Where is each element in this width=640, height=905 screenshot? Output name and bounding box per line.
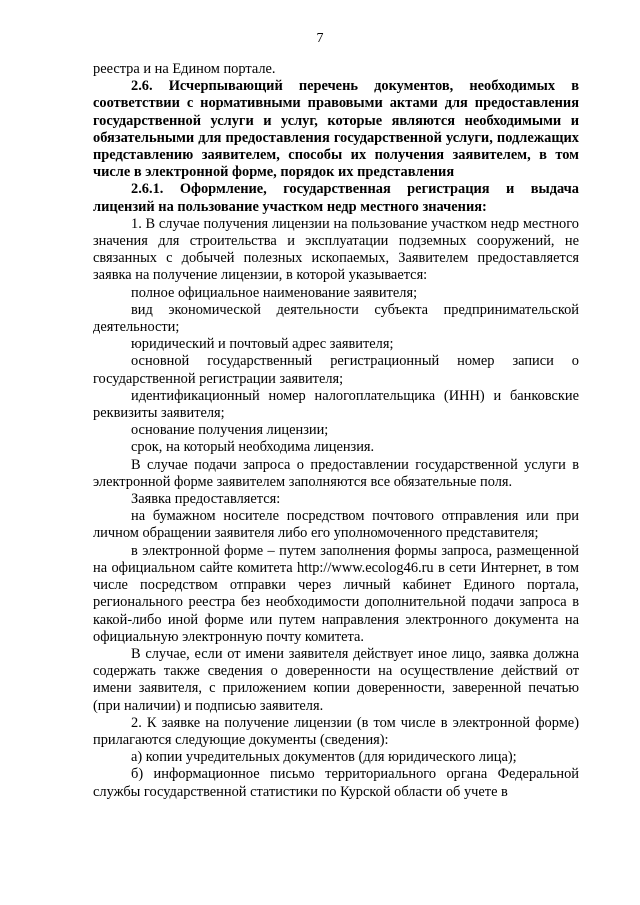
paragraph: В случае, если от имени заявителя действует иное лицо, заявка должна содержать также сведения о доверенности на осуществление действий от имени заявителя, с приложением копии доверенности, заверенной печатью (при наличии) и подписью заявителя.: [93, 645, 579, 714]
paragraph-item-1: 1. В случае получения лицензии на пользование участком недр местного значения для строительства и эксплуатации подземных сооружений, не связанных с добычей полезных ископаемых, Заявителем предоставляется заявка на получение лицензии, в которой указывается:: [93, 215, 579, 284]
document-body: [93, 61, 579, 801]
paragraph-continuation: реестра и на Едином портале.: [93, 61, 276, 77]
list-item: основание получения лицензии;: [131, 422, 329, 439]
paragraph: В случае подачи запроса о предоставлении государственной услуги в электронной форме заявителем заполняются все обязательные поля.: [93, 456, 579, 490]
list-item: полное официальное наименование заявителя;: [131, 284, 418, 301]
list-item: срок, на который необходима лицензия.: [131, 439, 375, 456]
section-heading-2-6: 2.6. Исчерпывающий перечень документов, необходимых в соответствии с нормативными правовыми актами для предоставления государственной услуги и услуг, которые являются необходимыми и обязательными для предоставления государственной услуги, подлежащих представлению заявителем, способы их получения заявителем, в том числе в электронной форме, порядок их представления: [93, 78, 579, 181]
page-number: 7: [316, 31, 324, 46]
list-item: основной государственный регистрационный номер записи о государственной регистрации заявителя;: [93, 353, 579, 387]
list-item: идентификационный номер налогоплательщика (ИНН) и банковские реквизиты заявителя;: [93, 387, 579, 422]
list-item: на бумажном носителе посредством почтового отправления или при личном обращении заявителя либо его уполномоченного представителя;: [93, 508, 579, 542]
paragraph: Заявка предоставляется:: [131, 491, 281, 508]
list-item: в электронной форме – путем заполнения формы запроса, размещенной на официальном сайте комитета http://www.ecolog46.ru в сети Интернет, в том числе посредством отправки через личный кабинет Единого портала, регионального реестра без необходимости дополнительной подачи запроса в какой-либо иной форме или путем направления электронного документа на официальную электронную почту комитета.: [93, 542, 579, 645]
list-item: вид экономической деятельности субъекта предпринимательской деятельности;: [93, 301, 579, 336]
paragraph-item-2: 2. К заявке на получение лицензии (в том числе в электронной форме) прилагаются следующие документы (сведения):: [93, 714, 579, 748]
list-item: а) копии учредительных документов (для юридического лица);: [131, 749, 517, 766]
list-item: юридический и почтовый адрес заявителя;: [131, 336, 394, 353]
subsection-heading-2-6-1: 2.6.1. Оформление, государственная регистрация и выдача лицензий на пользование участком недр местного значения:: [93, 181, 579, 215]
list-item: б) информационное письмо территориального органа Федеральной службы государственной статистики по Курской области об учете в: [93, 766, 579, 800]
